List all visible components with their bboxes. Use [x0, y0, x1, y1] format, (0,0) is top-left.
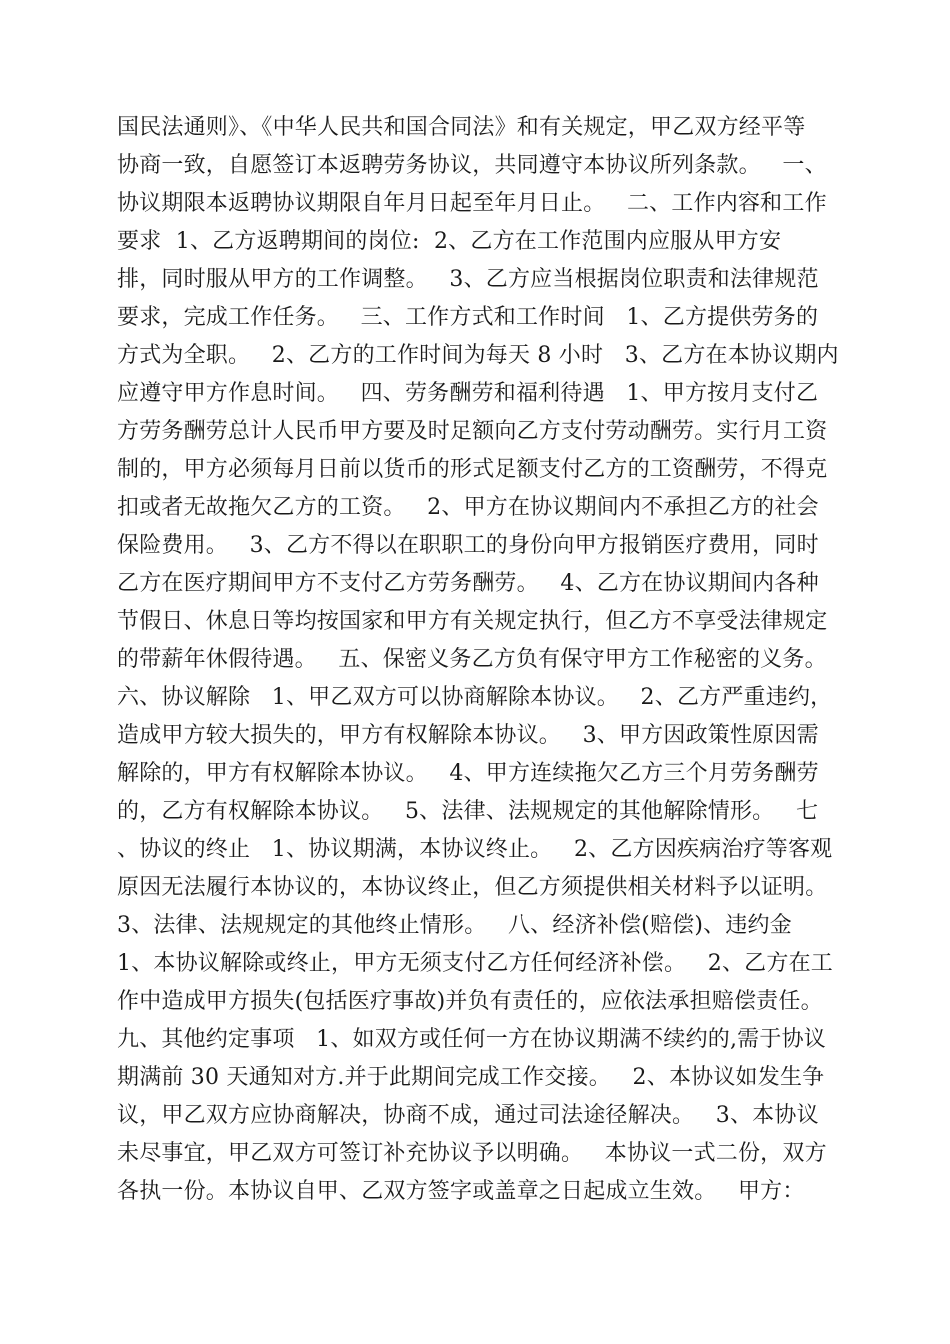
- text-line: 、协议的终止 1、协议期满，本协议终止。 2、乙方因疾病治疗等客观: [117, 837, 833, 862]
- text-line: 未尽事宜，甲乙双方可签订补充协议予以明确。 本协议一式二份，双方: [117, 1141, 827, 1166]
- text-line: 制的，甲方必须每月日前以货币的形式足额支付乙方的工资酬劳，不得克: [117, 457, 828, 482]
- text-line: 九、其他约定事项 1、如双方或任何一方在协议期满不续约的,需于协议: [117, 1027, 826, 1052]
- text-line: 议，甲乙双方应协商解决，协商不成，通过司法途径解决。 3、本协议: [117, 1103, 819, 1128]
- text-line: 协议期限本返聘协议期限自年月日起至年月日止。 二、工作内容和工作: [117, 191, 827, 216]
- text-line: 期满前 30 天通知对方.并于此期间完成工作交接。 2、本协议如发生争: [117, 1065, 825, 1090]
- text-line: 节假日、休息日等均按国家和甲方有关规定执行，但乙方不享受法律规定: [117, 609, 828, 634]
- text-line: 1、本协议解除或终止，甲方无须支付乙方任何经济补偿。 2、乙方在工: [117, 951, 833, 976]
- text-line: 方式为全职。 2、乙方的工作时间为每天 8 小时 3、乙方在本协议期内: [117, 343, 839, 368]
- text-line: 要求 1、乙方返聘期间的岗位: 2、乙方在工作范围内应服从甲方安: [117, 229, 782, 254]
- text-line: 排，同时服从甲方的工作调整。 3、乙方应当根据岗位职责和法律规范: [117, 267, 819, 292]
- text-line: 六、协议解除 1、甲乙双方可以协商解除本协议。 2、乙方严重违约，: [117, 685, 833, 710]
- text-line: 3、法律、法规规定的其他终止情形。 八、经济补偿(赔偿)、违约金: [117, 913, 792, 938]
- text-line: 扣或者无故拖欠乙方的工资。 2、甲方在协议期间内不承担乙方的社会: [117, 495, 819, 520]
- text-line: 的带薪年休假待遇。 五、保密义务乙方负有保守甲方工作秘密的义务。: [117, 647, 827, 672]
- text-line: 乙方在医疗期间甲方不支付乙方劳务酬劳。 4、乙方在协议期间内各种: [117, 571, 819, 596]
- agreement-body: [117, 109, 837, 1211]
- text-line: 原因无法履行本协议的，本协议终止，但乙方须提供相关材料予以证明。: [117, 875, 828, 900]
- text-line: 要求，完成工作任务。 三、工作方式和工作时间 1、乙方提供劳务的: [117, 305, 819, 330]
- text-line: 的，乙方有权解除本协议。 5、法律、法规规定的其他解除情形。 七: [117, 799, 819, 824]
- text-line: 各执一份。本协议自甲、乙双方签字或盖章之日起成立生效。 甲方：: [117, 1179, 805, 1204]
- text-line: 保险费用。 3、乙方不得以在职职工的身份向甲方报销医疗费用，同时: [117, 533, 819, 558]
- text-line: 解除的，甲方有权解除本协议。 4、甲方连续拖欠乙方三个月劳务酬劳: [117, 761, 819, 786]
- text-line: 造成甲方较大损失的，甲方有权解除本协议。 3、甲方因政策性原因需: [117, 723, 819, 748]
- text-line: 方劳务酬劳总计人民币甲方要及时足额向乙方支付劳动酬劳。实行月工资: [117, 419, 828, 444]
- text-line: 协商一致，自愿签订本返聘劳务协议，共同遵守本协议所列条款。 一、: [117, 153, 827, 178]
- text-line: 国民法通则》、《中华人民共和国合同法》和有关规定，甲乙双方经平等: [117, 115, 806, 140]
- text-line: 作中造成甲方损失(包括医疗事故)并负有责任的，应依法承担赔偿责任。: [117, 989, 823, 1014]
- text-line: 应遵守甲方作息时间。 四、劳务酬劳和福利待遇 1、甲方按月支付乙: [117, 381, 819, 406]
